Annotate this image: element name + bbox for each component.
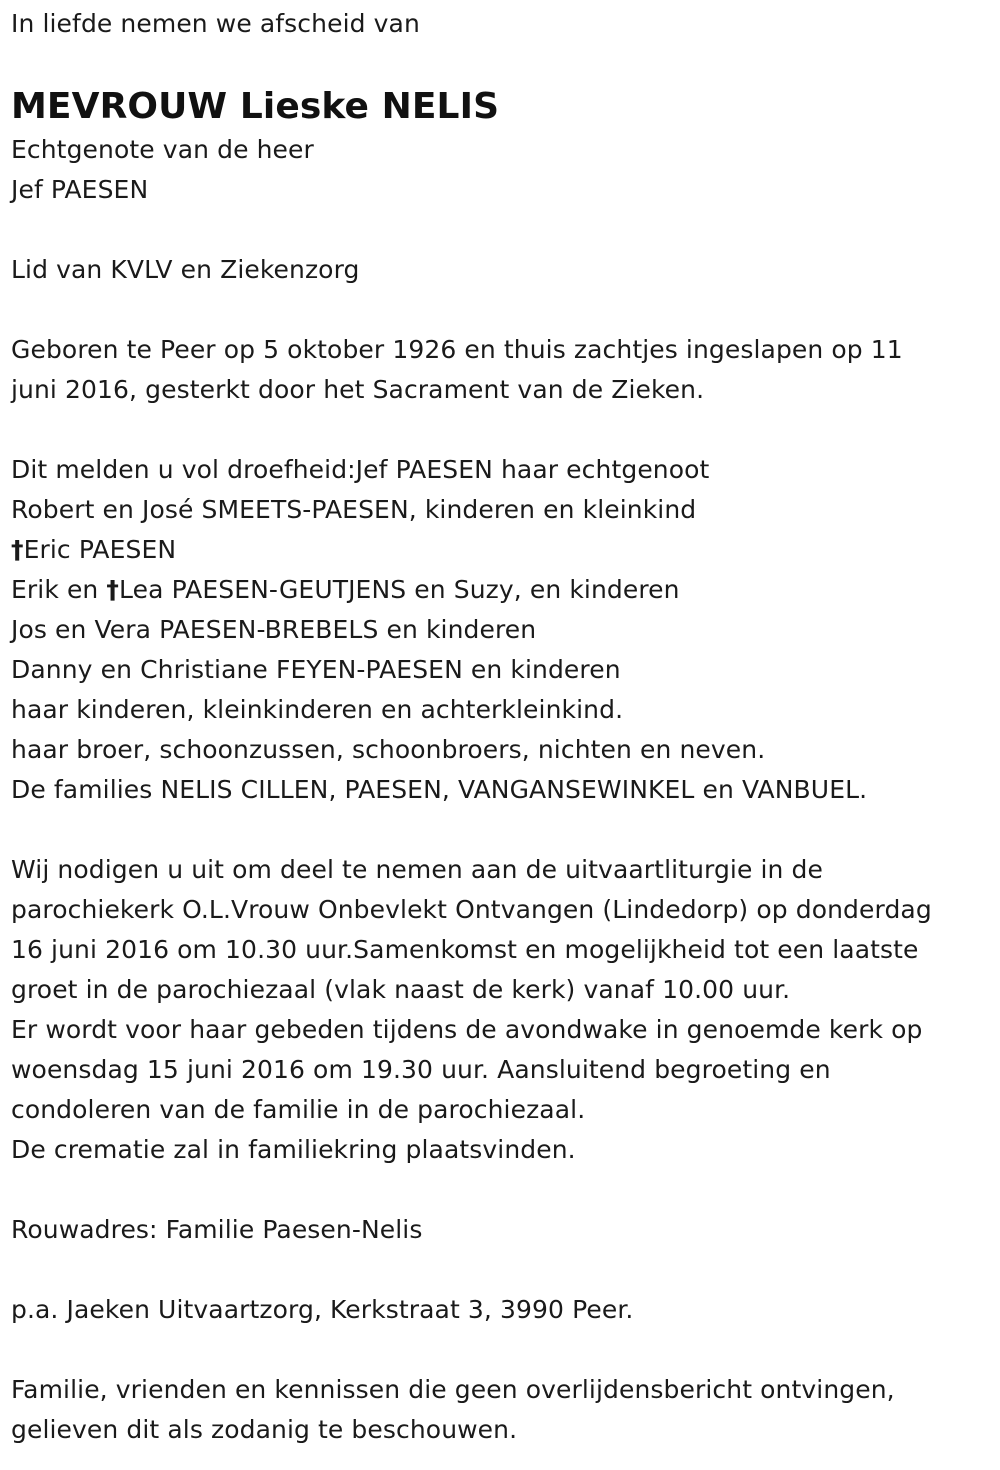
ceremony-line-2: parochiekerk O.L.Vrouw Onbevlekt Ontvangen (Lindedorp) op donderdag	[11, 895, 932, 924]
closing-line-2: gelieven dit als zodanig te beschouwen.	[11, 1415, 518, 1444]
deceased-name: MEVROUW Lieske NELIS	[11, 86, 500, 127]
family-line-4	[11, 570, 996, 610]
spouse-line-1: Echtgenote van de heer	[11, 135, 314, 164]
cross-icon: †	[11, 535, 24, 564]
family-line-5: Jos en Vera PAESEN-BREBELS en kinderen	[11, 615, 537, 644]
ceremony-line-3: 16 juni 2016 om 10.30 uur.Samenkomst en mogelijkheid tot een laatste	[11, 935, 919, 964]
intro-text: In liefde nemen we afscheid van	[11, 9, 420, 38]
spacer	[11, 410, 996, 450]
ceremony-line-1: Wij nodigen u uit om deel te nemen aan de uitvaartliturgie in de	[11, 855, 823, 884]
ceremony-line-4: groet in de parochiezaal (vlak naast de kerk) vanaf 10.00 uur.	[11, 975, 791, 1004]
family-line-9: De families NELIS CILLEN, PAESEN, VANGANSEWINKEL en VANBUEL.	[11, 775, 868, 804]
spacer	[11, 810, 996, 850]
family-line-4-prefix: Erik en	[11, 575, 107, 604]
spacer	[11, 1170, 996, 1210]
spacer	[11, 1250, 996, 1290]
family-line-2: Robert en José SMEETS-PAESEN, kinderen en kleinkind	[11, 495, 697, 524]
family-line-7: haar kinderen, kleinkinderen en achterkleinkind.	[11, 695, 624, 724]
obituary-notice	[11, 4, 996, 1450]
rouwadres: Rouwadres: Familie Paesen-Nelis	[11, 1215, 423, 1244]
closing-line-1: Familie, vrienden en kennissen die geen overlijdensbericht ontvingen,	[11, 1375, 895, 1404]
ceremony-line-5: Er wordt voor haar gebeden tijdens de avondwake in genoemde kerk op	[11, 1015, 923, 1044]
ceremony-line-8: De crematie zal in familiekring plaatsvinden.	[11, 1135, 576, 1164]
family-line-8: haar broer, schoonzussen, schoonbroers, nichten en neven.	[11, 735, 766, 764]
spouse-line-2: Jef PAESEN	[11, 175, 149, 204]
family-line-4-text: Lea PAESEN-GEUTJENS en Suzy, en kinderen	[119, 575, 680, 604]
ceremony-line-6: woensdag 15 juni 2016 om 19.30 uur. Aansluitend begroeting en	[11, 1055, 831, 1084]
cross-icon: †	[106, 575, 120, 604]
family-line-1: Dit melden u vol droefheid:Jef PAESEN haar echtgenoot	[11, 455, 710, 484]
spacer	[11, 1330, 996, 1370]
family-line-6: Danny en Christiane FEYEN-PAESEN en kinderen	[11, 655, 621, 684]
birth-death-line-2: juni 2016, gesterkt door het Sacrament van de Zieken.	[11, 375, 705, 404]
membership-text: Lid van KVLV en Ziekenzorg	[11, 255, 360, 284]
ceremony-line-7: condoleren van de familie in de parochiezaal.	[11, 1095, 586, 1124]
family-line-3-text: Eric PAESEN	[23, 535, 177, 564]
family-line-3	[11, 530, 996, 570]
funeral-home-address: p.a. Jaeken Uitvaartzorg, Kerkstraat 3, 3990 Peer.	[11, 1295, 634, 1324]
spacer	[11, 290, 996, 330]
birth-death-line-1: Geboren te Peer op 5 oktober 1926 en thuis zachtjes ingeslapen op 11	[11, 335, 903, 364]
spacer	[11, 210, 996, 250]
